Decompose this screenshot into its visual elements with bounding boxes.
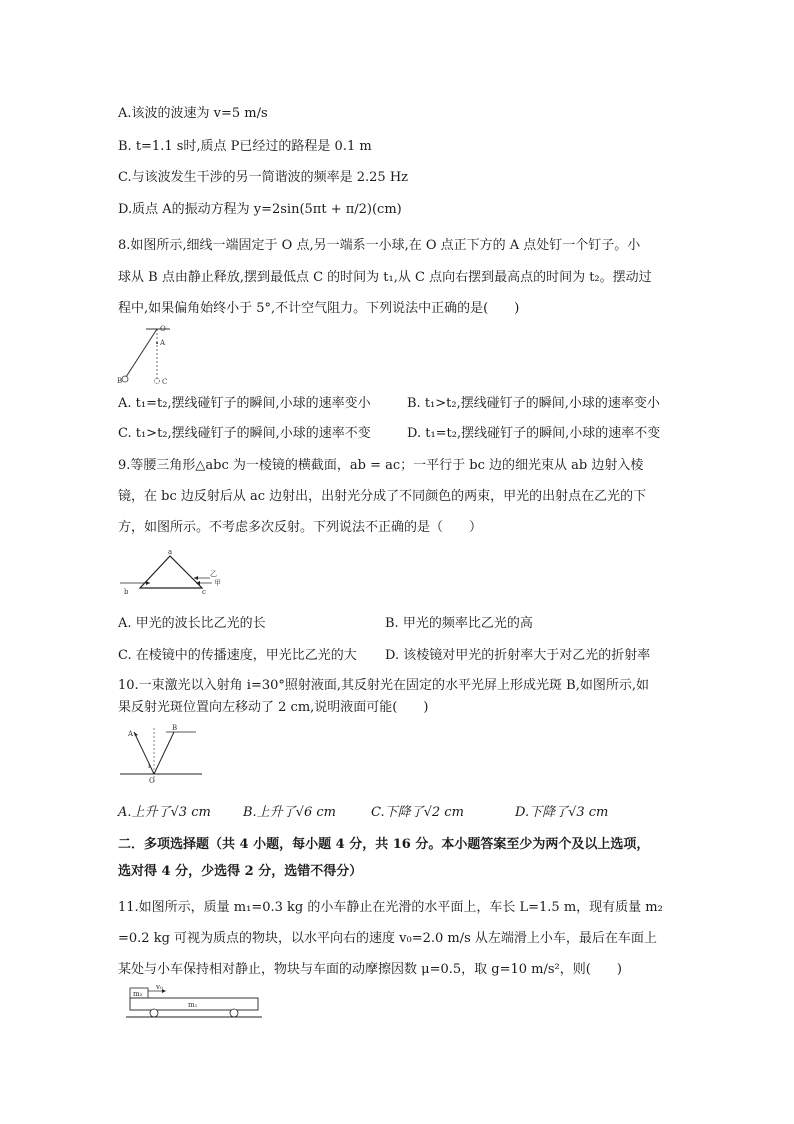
q11-stem-line3: 某处与小车保持相对静止，物块与车面的动摩擦因数 μ=0.5，取 g=10 m/s²，则( ) [118, 962, 622, 977]
label-v0: v₀ [156, 984, 163, 991]
q8-stem-line2: 球从 B 点由静止释放,摆到最低点 C 的时间为 t₁,从 C 点向右摆到最高点的时间为 t₂。摆动过 [118, 270, 652, 285]
q10-option-b: B.上升了√6 cm [243, 805, 336, 820]
q10-stem-line2: 果反射光斑位置向左移动了 2 cm,说明液面可能( ) [118, 700, 429, 715]
q10-option-a: A.上升了√3 cm [118, 805, 211, 820]
label-a: A [128, 730, 134, 738]
label-b: b [124, 588, 129, 596]
q8-option-a: A. t₁=t₂,摆线碰钉子的瞬间,小球的速率变小 [118, 396, 371, 411]
label-m2: m₂ [133, 990, 143, 998]
label-o: O [149, 777, 155, 785]
q7-option-c: C.与该波发生干涉的另一简谐波的频率是 2.25 Hz [118, 170, 409, 185]
q7-option-a: A.该波的波速为 v=5 m/s [118, 106, 268, 121]
label-m1: m₁ [188, 1001, 198, 1009]
q9-stem-line2: 镜，在 bc 边反射后从 ac 边射出，出射光分成了不同颜色的两束，甲光的出射点在乙光的下 [118, 489, 647, 504]
q10-option-d: D.下降了√3 cm [515, 805, 609, 820]
q7-option-b: B. t=1.1 s时,质点 P已经过的路程是 0.1 m [118, 139, 372, 154]
label-b: B [172, 724, 178, 732]
q9-option-b: B. 甲光的频率比乙光的高 [385, 616, 533, 631]
label-a: A [160, 339, 166, 347]
label-c: C [162, 378, 168, 386]
label-a: a [168, 548, 173, 556]
q9-stem-line3: 方，如图所示。不考虑多次反射。下列说法不正确的是（ ） [118, 520, 483, 535]
label-o: O [160, 325, 166, 333]
pendulum-figure [116, 325, 186, 387]
section2-header-line1: 二．多项选择题（共 4 小题，每小题 4 分，共 16 分。本小题答案至少为两个及以上选项， [118, 837, 650, 852]
cart-figure [124, 984, 264, 1022]
prism-figure [116, 548, 226, 598]
q9-stem-line1: 9.等腰三角形△abc 为一棱镜的横截面，ab = ac；一平行于 bc 边的细光束从 ab 边射入棱 [118, 458, 644, 473]
q8-stem-line1: 8.如图所示,细线一端固定于 O 点,另一端系一小球,在 O 点正下方的 A 点处钉一个钉子。小 [118, 238, 641, 253]
q8-option-d: D. t₁=t₂,摆线碰钉子的瞬间,小球的速率不变 [407, 426, 661, 441]
q10-option-c: C.下降了√2 cm [371, 805, 464, 820]
q11-stem-line2: =0.2 kg 可视为质点的物块，以水平向右的速度 v₀=2.0 m/s 从左端滑上小车，最后在车面上 [118, 931, 657, 946]
label-i: i [148, 762, 151, 770]
q7-option-d: D.质点 A的振动方程为 y=2sin(5πt + π/2)(cm) [118, 202, 402, 217]
q8-stem-line3: 程中,如果偏角始终小于 5°,不计空气阻力。下列说法中正确的是( ) [118, 301, 520, 316]
label-jia: 甲 [214, 579, 221, 587]
q11-stem-line1: 11.如图所示，质量 m₁=0.3 kg 的小车静止在光滑的水平面上，车长 L=1.5 m，现有质量 m₂ [118, 900, 663, 915]
liquid-reflection-figure [116, 722, 206, 786]
label-c: c [202, 588, 206, 596]
label-yi: 乙 [210, 570, 217, 578]
section2-header-line2: 选对得 4 分，少选得 2 分，选错不得分） [118, 864, 363, 879]
q8-option-b: B. t₁>t₂,摆线碰钉子的瞬间,小球的速率变小 [407, 396, 660, 411]
q9-option-a: A. 甲光的波长比乙光的长 [118, 616, 266, 631]
q9-option-c: C. 在棱镜中的传播速度，甲光比乙光的大 [118, 648, 357, 663]
q9-option-d: D. 该棱镜对甲光的折射率大于对乙光的折射率 [385, 648, 651, 663]
label-b: B [117, 377, 123, 385]
q10-stem-line1: 10.一束激光以入射角 i=30°照射液面,其反射光在固定的水平光屏上形成光斑 B,如图所示,如 [118, 678, 649, 693]
q8-option-c: C. t₁>t₂,摆线碰钉子的瞬间,小球的速率不变 [118, 426, 371, 441]
